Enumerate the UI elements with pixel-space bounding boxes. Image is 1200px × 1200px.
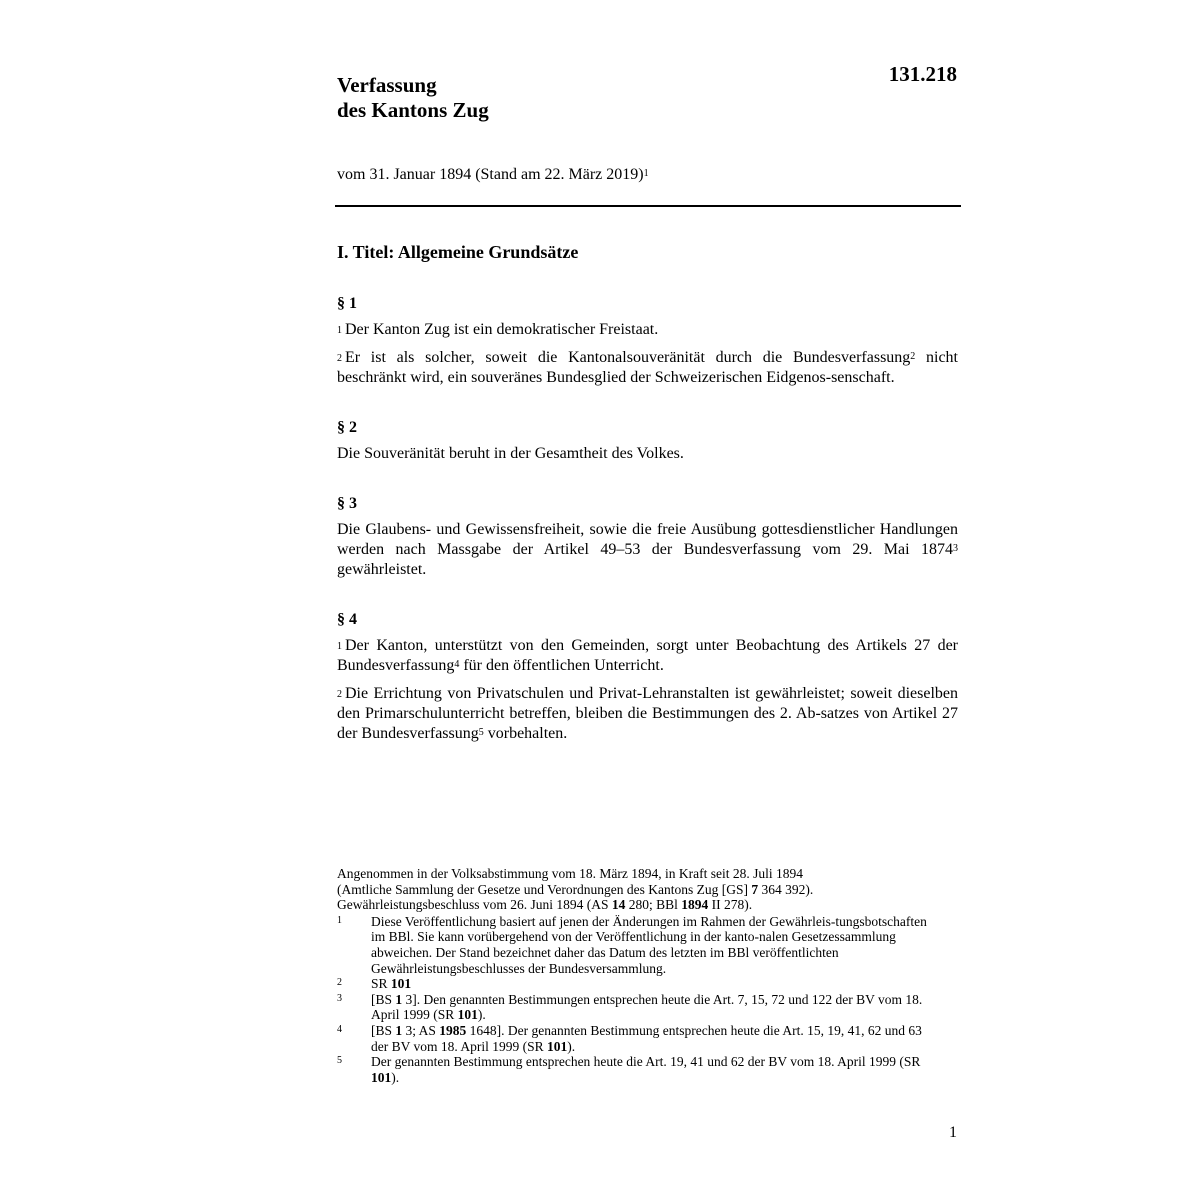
paragraph-text: [337, 444, 958, 464]
footnote-area: [337, 866, 961, 1085]
text-run: nicht beschränkt wird, ein souveränes Bundesglied der Schweizerischen Eidgenos-senschaft.: [337, 349, 958, 386]
footnote-text: Der genannten Bestimmung entsprechen heute die Art. 19, 41 und 62 der BV vom 18. April 1999 (SR 101).: [371, 1054, 921, 1085]
text-run: Der Kanton Zug ist ein demokratischer Freistaat.: [345, 321, 659, 338]
footnote-ref[interactable]: 5: [478, 727, 484, 738]
text-run: gewährleistet.: [337, 561, 427, 578]
footnote-ref[interactable]: 3: [953, 543, 958, 554]
paragraph-heading: § 3: [337, 495, 357, 512]
date-text: vom 31. Januar 1894 (Stand am 22. März 2019): [337, 166, 644, 183]
footnote-ref[interactable]: 1: [643, 168, 649, 179]
text-run: vorbehalten.: [483, 725, 568, 742]
footnote-item: [337, 976, 961, 992]
text-run: Die Glaubens- und Gewissensfreiheit, sowie die freie Ausübung gottesdienstlicher Handlungen werden nach Massgabe der Artikel 49–53 der Bundesverfassung vom 29. Mai 1874: [337, 521, 958, 558]
text-run: Die Souveränität beruht in der Gesamtheit des Volkes.: [337, 445, 684, 462]
footnote-number: 1: [337, 914, 342, 926]
text-run: Die Errichtung von Privatschulen und Privat-Lehranstalten ist gewährleistet; soweit dieselben den Primarschulunterricht betreffen, bleiben die Bestimmungen des 2. Ab-satzes von Artikel 27 der Bundesverfassung: [337, 685, 958, 742]
paragraph-heading: § 1: [337, 295, 357, 312]
footnote-item: [337, 1054, 961, 1085]
paragraph-text: [337, 320, 958, 340]
sr-number: 131.218: [888, 62, 957, 86]
paragraph-text: [337, 636, 958, 676]
paragraph-heading: § 4: [337, 611, 357, 628]
text-run: für den öffentlichen Unterricht.: [459, 657, 664, 674]
adoption-note-line-2: (Amtliche Sammlung der Gesetze und Verordnungen des Kantons Zug [GS] 7 364 392).: [337, 881, 814, 897]
absatz-number: 1: [337, 641, 342, 652]
paragraph-section: [337, 494, 958, 580]
footnote-item: [337, 1023, 961, 1054]
page-number: 1: [949, 1124, 957, 1141]
paragraph-text: [337, 348, 958, 388]
title-line-1: Verfassung: [337, 73, 437, 97]
footnote-number: 2: [337, 977, 342, 989]
footnote-number: 3: [337, 992, 342, 1004]
text-run: Der Kanton, unterstützt von den Gemeinden, sorgt unter Beobachtung des Artikels 27 der Bundesverfassung: [337, 637, 958, 674]
absatz-number: 2: [337, 353, 342, 364]
absatz-number: 1: [337, 325, 342, 336]
footnote-text: [BS 1 3]. Den genannten Bestimmungen entsprechen heute die Art. 7, 15, 72 und 122 der BV vom 18. April 1999 (SR 101).: [371, 991, 923, 1023]
footnote-number: 5: [337, 1055, 342, 1067]
section-title: I. Titel: Allgemeine Grundsätze: [337, 242, 579, 262]
footnote-text: Diese Veröffentlichung basiert auf jenen der Änderungen im Rahmen der Gewährleis-tungsbotschaften im BBl. Sie kann vorübergehend von der Veröffentlichung in der kanto-nalen Gesetzessammlung abweichen. Der Stand bezeichnet daher das Datum des letzten im BBl veröffentlichten Gewährleistungsbeschlusses der Bundesversammlung.: [371, 913, 927, 976]
paragraph-section: [337, 418, 958, 464]
document-date: [337, 164, 649, 186]
paragraph-list: [337, 294, 958, 744]
footnote-text: SR 101: [371, 976, 412, 992]
paragraph-text: [337, 520, 958, 580]
body-text: [337, 240, 958, 752]
footnote-text: [BS 1 3; AS 1985 1648]. Der genannten Bestimmung entsprechen heute die Art. 15, 19, 41, 62 und 63 der BV vom 18. April 1999 (SR 101).: [371, 1022, 922, 1054]
header-divider: [335, 205, 961, 207]
adoption-note-line-1: Angenommen in der Volksabstimmung vom 18. März 1894, in Kraft seit 28. Juli 1894: [337, 866, 803, 881]
text-run: Er ist als solcher, soweit die Kantonalsouveränität durch die Bundesverfassung: [345, 349, 911, 366]
document-title: [337, 73, 489, 123]
adoption-note-line-3: Gewährleistungsbeschluss vom 26. Juni 1894 (AS 14 280; BBl 1894 II 278).: [337, 897, 753, 913]
footnote-number: 4: [337, 1023, 342, 1035]
absatz-number: 2: [337, 689, 342, 700]
footnote-item: [337, 992, 961, 1023]
paragraph-section: [337, 610, 958, 744]
footnote-ref[interactable]: 2: [910, 351, 916, 362]
paragraph-text: [337, 684, 958, 744]
title-line-2: des Kantons Zug: [337, 98, 489, 122]
paragraph-section: [337, 294, 958, 388]
paragraph-heading: § 2: [337, 419, 357, 436]
footnote-list: [337, 914, 961, 1086]
footnote-ref[interactable]: 4: [454, 659, 460, 670]
footnote-item: [337, 914, 961, 976]
